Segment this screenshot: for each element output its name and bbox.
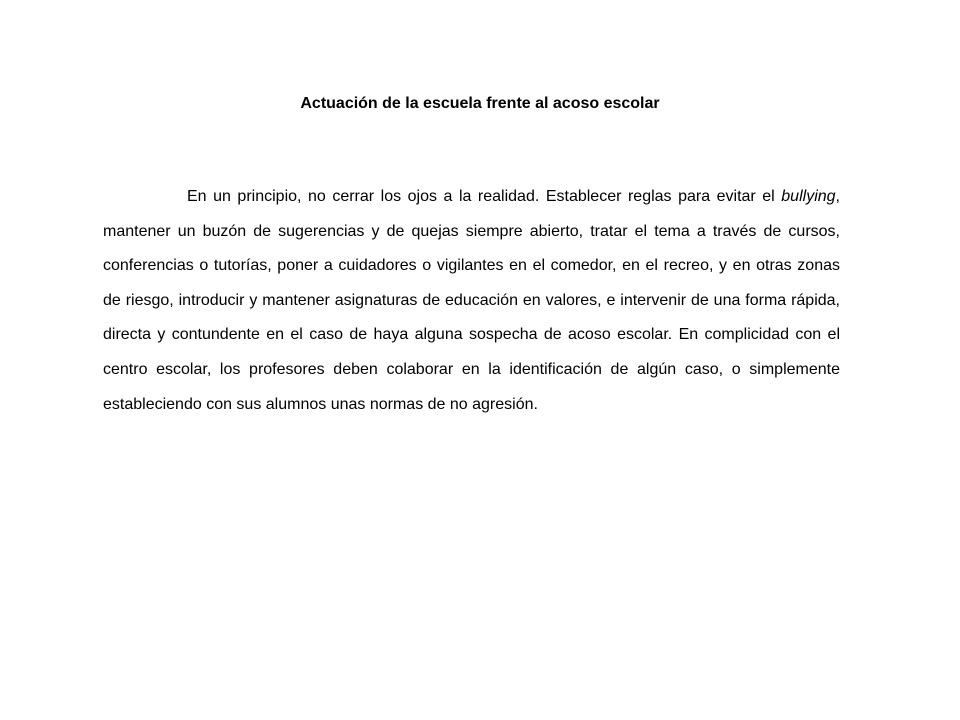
document-title: Actuación de la escuela frente al acoso escolar — [300, 95, 660, 112]
paragraph-text-part2: , mantener un buzón de sugerencias y de quejas siempre abierto, tratar el tema a través de cursos, conferencias o tutorías, poner a cuidadores o vigilantes en el comedor, en el recreo, y en otras zonas de riesgo, introducir y mantener asignaturas de educación en valores, e intervenir de una forma rápida, directa y contundente en el caso de haya alguna sospecha de acoso escolar. En complicidad con el centro escolar, los profesores deben colaborar en la identificación de algún caso, o simplemente estableciendo con sus alumnos unas normas de no agresión. — [103, 188, 840, 413]
paragraph-emphasis-bullying: bullying — [781, 188, 836, 205]
body-paragraph — [103, 180, 840, 422]
paragraph-text-part1: En un principio, no cerrar los ojos a la realidad. Establecer reglas para evitar el — [187, 188, 782, 205]
